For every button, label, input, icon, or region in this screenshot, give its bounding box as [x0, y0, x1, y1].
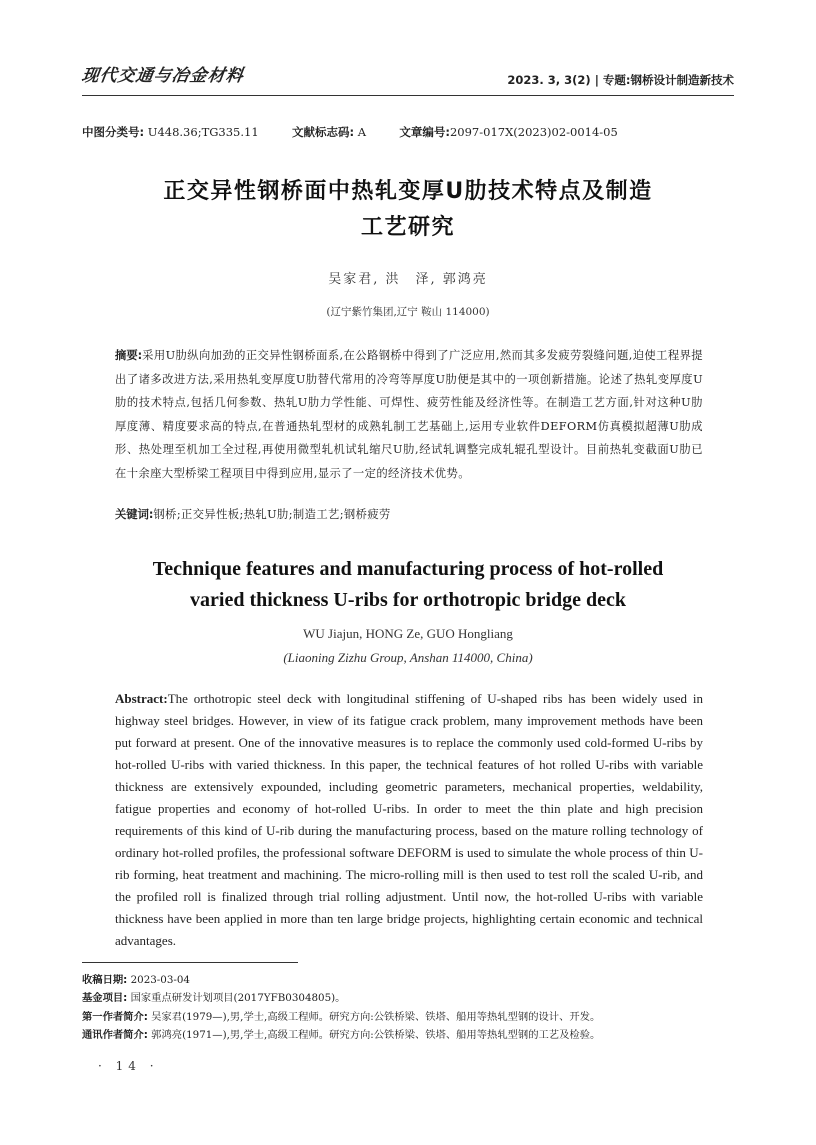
corr-author-value: 郭鸿亮(1971—),男,学士,高级工程师。研究方向:公铁桥梁、铁塔、船用等热轧型钢的工艺及检验。 — [147, 1029, 601, 1042]
footnote-corresponding-author — [82, 1026, 734, 1044]
article-no-value: 2097-017X(2023)02-0014-05 — [449, 125, 618, 139]
cn-affiliation: (辽宁紫竹集团,辽宁 鞍山 114000) — [326, 306, 490, 318]
fund-label: 基金项目: — [82, 992, 128, 1005]
cn-keywords — [115, 504, 703, 526]
en-title — [82, 554, 734, 616]
cn-authors: 吴家君, 洪 泽, 郭鸿亮 — [328, 272, 488, 287]
journal-logo: 现代交通与冶金材料 — [80, 66, 246, 86]
en-title-line-1: Technique features and manufacturing process of hot-rolled — [152, 558, 664, 580]
page-number: · 14 · — [98, 1059, 159, 1073]
en-affiliation: (Liaoning Zizhu Group, Anshan 114000, China) — [283, 650, 533, 665]
corr-author-label: 通讯作者简介: — [82, 1029, 148, 1042]
doc-code-value: A — [354, 125, 367, 139]
footnote-received — [82, 971, 734, 989]
footnote-first-author — [82, 1008, 734, 1026]
en-title-line-2: varied thickness U-ribs for orthotropic bridge deck — [190, 589, 626, 611]
cn-keywords-text: 钢桥;正交异性板;热轧U肋;制造工艺;钢桥疲劳 — [153, 508, 391, 521]
en-abstract-text: The orthotropic steel deck with longitudinal stiffening of U-shaped ribs has been widely used in highway steel bridges. However, in view of its fatigue crack problem, many improvement methods have been put forward at present. One of the innovative measures is to replace the commonly used cold-formed U-ribs by hot-rolled U-ribs with varied thickness. In this paper, the technical features of hot rolled U-ribs with variable thickness are extensively expounded, including geometric parameters, mechanical properties, weldability, fatigue properties and economy of hot-rolled U-ribs. In order to meet the thin plate and high precision requirements of this kind of U-rib during the manufacturing process, based on the mature rolling technology of ordinary hot-rolled profiles, the professional software DEFORM is used to simulate the whole process of thin U-rib forming, heat treatment and machining. The micro-rolling mill is then used to test roll the scaled U-rib, and the profiled roll is finalized through trial rolling adjustment. Until now, the hot-rolled U-ribs with variable thickness have been applied in more than ten large bridge projects, highlighting certain economic and technical advantages. — [115, 691, 703, 948]
cn-abstract — [115, 344, 703, 485]
received-label: 收稿日期: — [82, 974, 128, 986]
cn-title-line-2: 工艺研究 — [360, 215, 455, 240]
cn-abstract-text: 采用U肋纵向加劲的正交异性钢桥面系,在公路钢桥中得到了广泛应用,然而其多发疲劳裂缝问题,迫使工程界提出了诸多改进方法,采用热轧变厚度U肋替代常用的冷弯等厚度U肋便是其中的一项创新措施。论述了热轧变厚度U肋的技术特点,包括几何参数、热轧U肋力学性能、可焊性、疲劳性能及经济性等。在制造工艺方面,针对这种U肋厚度薄、精度要求高的特点,在普通热轧型材的成熟轧制工艺基础上,运用专业软件DEFORM仿真模拟超薄U肋成形、热处理至机加工全过程,再使用微型轧机试轧缩尺U肋,经试轧调整完成轧辊孔型设计。目前热轧变截面U肋已在十余座大型桥梁工程项目中得到应用,显示了一定的经济技术优势。 — [115, 349, 703, 480]
footnotes — [82, 971, 734, 1045]
cn-abstract-label: 摘要: — [115, 349, 143, 362]
footnote-divider — [82, 962, 298, 963]
doc-code-label: 文献标志码: — [291, 125, 355, 139]
received-value: 2023-03-04 — [127, 974, 190, 986]
en-abstract-label: Abstract: — [115, 691, 168, 706]
clc-label: 中图分类号: — [82, 125, 145, 139]
en-abstract — [115, 688, 703, 952]
first-author-value: 吴家君(1979—),男,学士,高级工程师。研究方向:公铁桥梁、铁塔、船用等热轧型钢的设计、开发。 — [147, 1010, 601, 1023]
footnote-fund — [82, 989, 734, 1007]
cn-title-line-1: 正交异性钢桥面中热轧变厚U肋技术特点及制造 — [163, 179, 653, 204]
header-divider — [82, 95, 734, 96]
page-header — [82, 58, 734, 96]
first-author-label: 第一作者简介: — [82, 1010, 148, 1023]
en-authors: WU Jiajun, HONG Ze, GUO Hongliang — [303, 626, 513, 641]
article-no-label: 文章编号: — [399, 125, 450, 139]
issue-info: 2023. 3, 3(2) | 专题:钢桥设计制造新技术 — [507, 73, 734, 87]
article-meta — [82, 124, 618, 140]
clc-value: U448.36;TG335.11 — [144, 125, 259, 139]
cn-keywords-label: 关键词: — [115, 508, 154, 521]
fund-value: 国家重点研发计划项目(2017YFB0304805)。 — [127, 992, 346, 1005]
